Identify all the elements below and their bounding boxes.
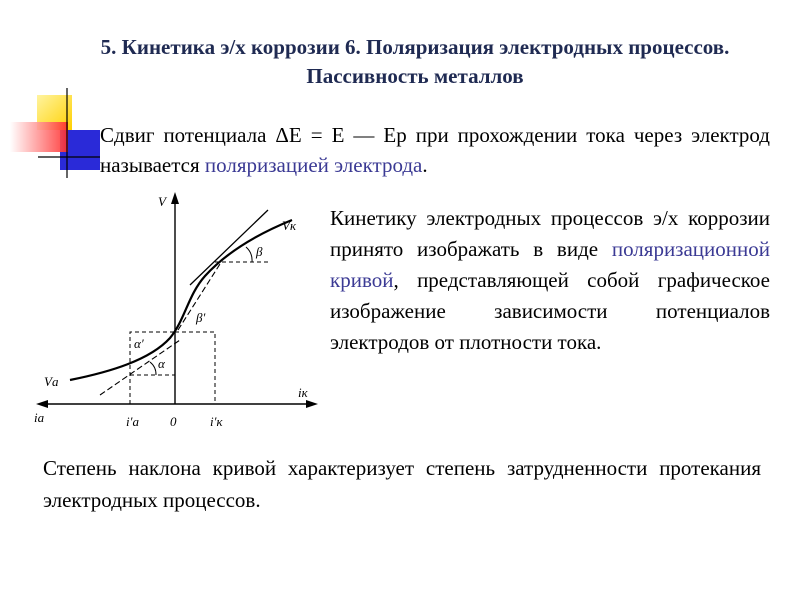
label-beta: β <box>256 244 263 259</box>
label-ia-axis: iа <box>34 410 45 425</box>
dashed-ik-guide <box>175 332 215 404</box>
label-zero: 0 <box>170 414 177 429</box>
polarization-curve-figure <box>30 190 320 440</box>
label-vk: Vк <box>282 218 297 233</box>
term-electrode-polarization: поляризацией электрода <box>204 153 423 177</box>
label-beta-prime: β′ <box>196 310 206 325</box>
arc-beta <box>246 247 252 262</box>
kinetics-description <box>330 203 770 358</box>
slide-title: 5. Кинетика э/х коррозии 6. Поляризация электродных процессов. Пассивность металлов <box>100 35 730 88</box>
label-alpha-prime: α′ <box>134 336 144 351</box>
v-arrow <box>171 192 179 204</box>
ik-arrow <box>306 400 318 408</box>
label-ik-axis: iк <box>298 385 308 400</box>
ia-arrow <box>36 400 48 408</box>
para2-text: Кинетику электродных процессов э/х коррозии принято изображать в виде <box>330 206 770 261</box>
para1-text: Сдвиг потенциала ΔE = E — Eр при прохождении тока через электрод называется <box>100 123 770 177</box>
label-ik-tick: i′к <box>210 414 223 429</box>
para2-end: , представляющей собой графическое изображение зависимости потенциалов электродов от плотности тока. <box>330 268 770 354</box>
label-v: V <box>158 194 166 209</box>
polarization-definition <box>100 120 770 180</box>
label-alpha: α <box>158 356 165 371</box>
corner-decoration <box>0 0 110 190</box>
label-va: Vа <box>44 374 59 389</box>
deco-red-square <box>10 122 68 152</box>
term-polarization-curve: поляризационной кривой <box>330 237 770 292</box>
arc-alpha <box>150 362 156 375</box>
slope-description: Степень наклона кривой характеризует степень затрудненности протекания электродных процессов. <box>43 456 761 512</box>
label-ia-tick: i′а <box>126 414 139 429</box>
para1-end: . <box>422 153 428 177</box>
